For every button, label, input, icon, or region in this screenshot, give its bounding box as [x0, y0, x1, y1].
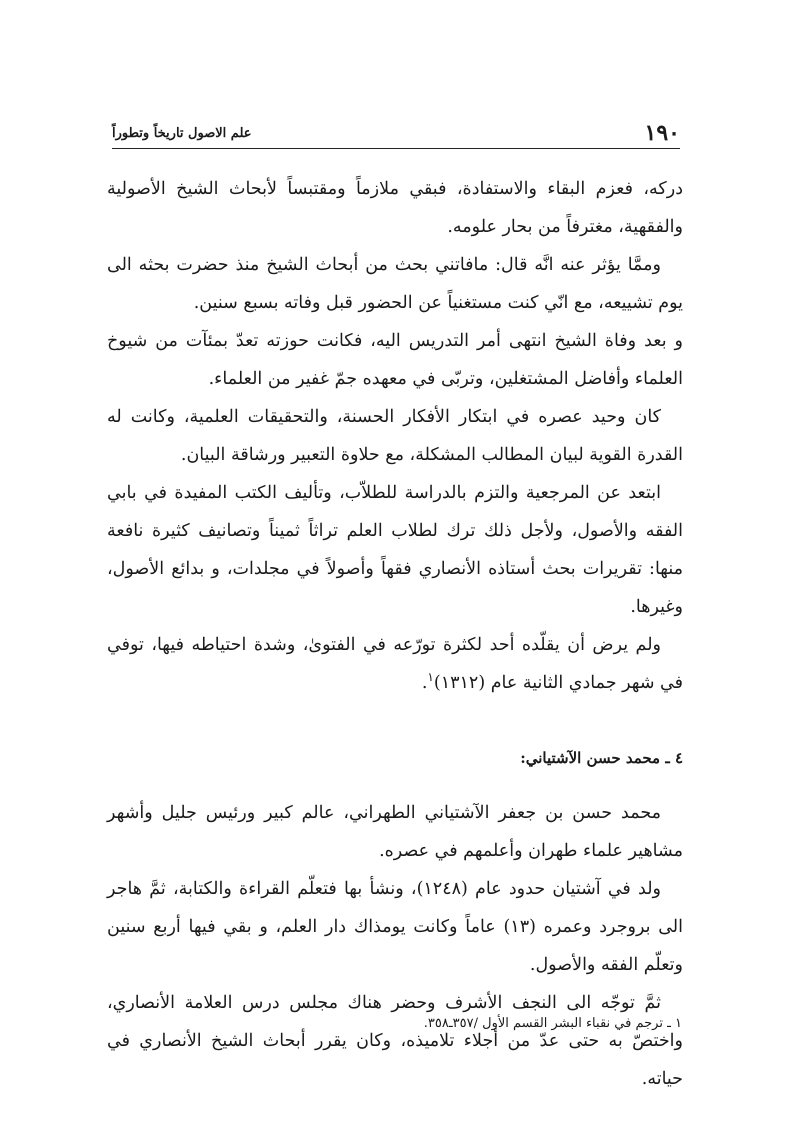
footnote: ١ ـ ترجم في نقباء البشر القسم الأول /٣٥٧ـ٣٥٨.	[423, 1016, 682, 1031]
paragraph: محمد حسن بن جعفر الآشتياني الطهراني، عالم كبير ورئيس جليل وأشهر مشاهير علماء طهران وأعلمهم في عصره.	[107, 803, 683, 861]
paragraph-text: ولم يرض أن يقلّده أحد لكثرة تورّعه في الفتوىٰ، وشدة احتياطه فيها، توفي في شهر جمادي الثانية عام (١٣١٢)	[107, 635, 683, 693]
running-title: علم الاصول تاريخاً وتطوراً	[112, 126, 252, 141]
paragraph-end: .	[421, 673, 428, 693]
footnote-marker: ١	[427, 670, 434, 685]
section-heading: ٤ ـ محمد حسن الآشتياني:	[520, 749, 683, 767]
paragraph: كان وحيد عصره في ابتكار الأفكار الحسنة، والتحقيقات العلمية، وكانت له القدرة القوية لبيان المطالب المشكلة، مع حلاوة التعبير ورشاقة البيان.	[107, 407, 683, 465]
paragraph: و بعد وفاة الشيخ انتهى أمر التدريس اليه، فكانت حوزته تعدّ بمئآت من شيوخ العلماء وأفاضل المشتغلين، وتربّى في معهده جمّ غفير من العلماء.	[107, 331, 683, 389]
body-text	[107, 170, 683, 1098]
paragraph: دركه، فعزم البقاء والاستفادة، فبقي ملازماً ومقتبساً لأبحاث الشيخ الأصولية والفقهية، مغترفاً من بحار علومه.	[107, 179, 683, 237]
paragraph-with-footnote	[107, 626, 683, 702]
page-header	[112, 122, 680, 149]
paragraph: ثمَّ توجّه الى النجف الأشرف وحضر هناك مجلس درس العلامة الأنصاري، واختصّ به حتى عدّ من أجلاء تلاميذه، وكان يقرر أبحاث الشيخ الأنصاري في حياته.	[107, 993, 683, 1089]
page-number: ١٩٠	[644, 120, 680, 146]
paragraph: ولد في آشتيان حدود عام (١٢٤٨)، ونشأ بها فتعلّم القراءة والكتابة، ثمَّ هاجر الى بروجرد وعمره (١٣) عاماً وكانت يومذاك دار العلم، و بقي فيها أربع سنين وتعلّم الفقه والأصول.	[107, 879, 684, 975]
paragraph: وممَّا يؤثر عنه انَّه قال: مافاتني بحث من أبحاث الشيخ منذ حضرت بحثه الى يوم تشييعه، مع انّي كنت مستغنياً عن الحضور قبل وفاته بسبع سنين.	[107, 255, 683, 313]
paragraph: ابتعد عن المرجعية والتزم بالدراسة للطلاّب، وتأليف الكتب المفيدة في بابي الفقه والأصول، ولأجل ذلك ترك لطلاب العلم تراثاً ثميناً وتصانيف كثيرة نافعة منها: تقريرات بحث أستاذه الأنصاري فقهاً وأصولاً في مجلدات، و بدائع الأصول، وغيرها.	[107, 483, 683, 617]
